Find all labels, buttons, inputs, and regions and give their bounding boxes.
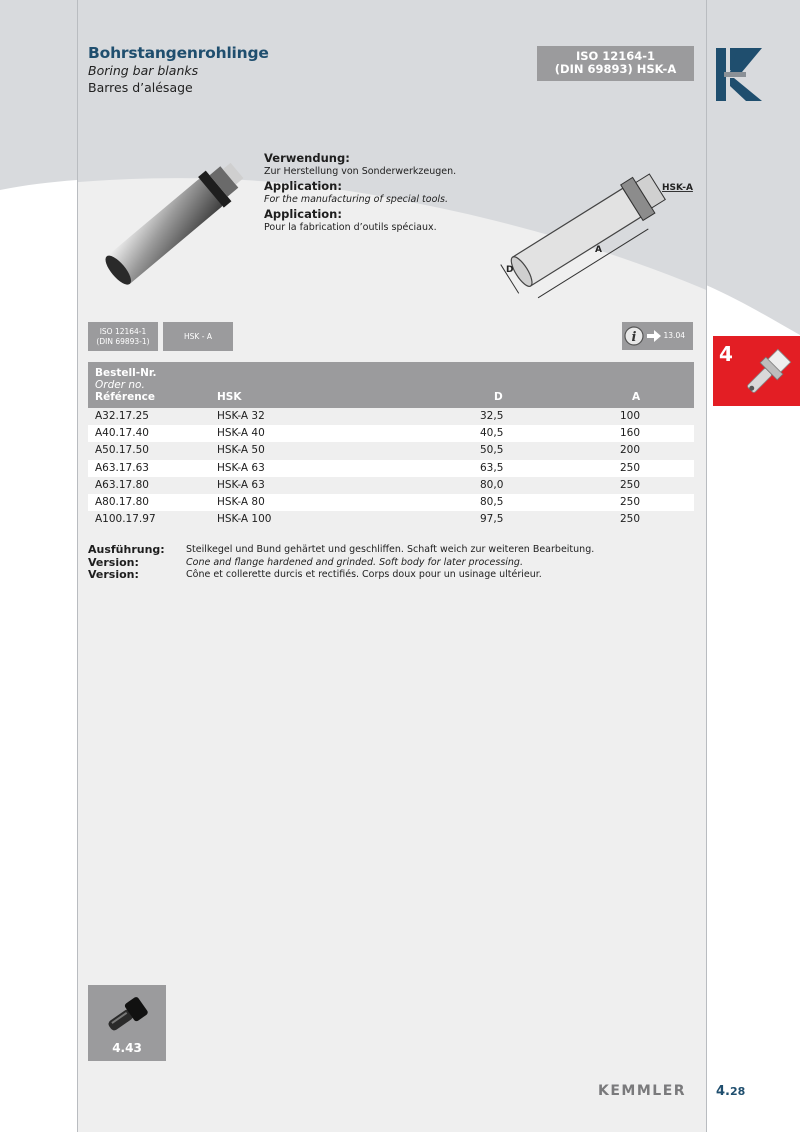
- table-row: [88, 511, 694, 528]
- page-subtitle-fr: Barres d’alésage: [88, 80, 193, 95]
- header-order-de: Bestell-Nr.: [95, 367, 157, 379]
- cell-ref: A63.17.80: [95, 478, 149, 491]
- cell-a: 250: [620, 513, 641, 526]
- cell-d: 50,5: [480, 444, 504, 457]
- application-text-de: Zur Herstellung von Sonderwerkzeugen.: [264, 166, 457, 177]
- cell-hsk: HSK-A 50: [217, 444, 265, 457]
- product-photo: [88, 150, 263, 285]
- cell-hsk: HSK-A 100: [217, 513, 272, 526]
- info-reference-button[interactable]: [622, 322, 693, 350]
- application-label-en: Application:: [264, 179, 342, 193]
- iso-tag-line-1: ISO 12164-1: [99, 326, 147, 336]
- cell-a: 100: [620, 410, 641, 422]
- drawing-label-a: A: [595, 245, 602, 255]
- cell-a: 200: [620, 444, 641, 457]
- drawing-label-hsk: HSK-A: [662, 183, 693, 193]
- page-number-major: 4.: [716, 1084, 730, 1099]
- version-section: [88, 544, 708, 582]
- application-text-fr: Pour la fabrication d’outils spéciaux.: [264, 222, 437, 233]
- standard-line-1: ISO 12164-1: [575, 49, 656, 63]
- version-label-fr: Version:: [88, 568, 139, 581]
- info-page-ref: 13.04: [663, 331, 685, 340]
- cell-d: 80,5: [480, 495, 504, 508]
- cell-d: 63,5: [480, 461, 504, 474]
- page-number-minor: 28: [729, 1085, 746, 1098]
- table-row: [88, 460, 694, 477]
- header-hsk: HSK: [217, 391, 242, 403]
- iso-tag: [88, 322, 158, 351]
- cell-ref: A63.17.63: [95, 461, 149, 474]
- standard-badge: [537, 46, 694, 81]
- left-margin-line: [77, 0, 78, 1132]
- version-text-de: Steilkegel und Bund gehärtet und geschliffen. Schaft weich zur weiteren Bearbeitung.: [186, 544, 595, 555]
- table-row: [88, 442, 694, 459]
- svg-text:i: i: [631, 330, 636, 345]
- cell-ref: A80.17.80: [95, 495, 149, 508]
- cell-ref: A50.17.50: [95, 444, 149, 457]
- application-label-de: Verwendung:: [264, 151, 350, 165]
- header-d: D: [494, 391, 503, 403]
- iso-tag-line-2: (DIN 69893-1): [96, 336, 150, 346]
- hsk-tag: HSK - A: [163, 322, 233, 351]
- cell-ref: A40.17.40: [95, 427, 149, 440]
- cell-d: 32,5: [480, 410, 504, 422]
- cell-hsk: HSK-A 80: [217, 495, 265, 508]
- cell-a: 160: [620, 427, 641, 440]
- page-title: Bohrstangenrohlinge: [88, 44, 269, 62]
- header-order-fr: Référence: [95, 391, 156, 403]
- cell-hsk: HSK-A 63: [217, 478, 265, 491]
- cell-a: 250: [620, 495, 641, 508]
- page-number: [716, 1084, 745, 1099]
- header-order-en: Order no.: [95, 379, 145, 391]
- order-table: [88, 362, 694, 528]
- version-label-en: Version:: [88, 555, 139, 569]
- cell-a: 250: [620, 461, 641, 474]
- standard-line-2: (DIN 69893) HSK-A: [554, 62, 677, 76]
- table-row: [88, 425, 694, 442]
- screw-icon: [100, 993, 154, 1037]
- cell-hsk: HSK-A 63: [217, 461, 265, 474]
- kemmler-k-logo: [716, 48, 762, 101]
- header-a: A: [632, 391, 641, 403]
- cross-reference-box[interactable]: [88, 985, 166, 1061]
- application-text-en: For the manufacturing of special tools.: [264, 194, 448, 205]
- cell-hsk: HSK-A 40: [217, 427, 265, 440]
- technical-drawing: [490, 150, 705, 300]
- drawing-label-d: D: [506, 265, 514, 275]
- cross-reference-page: 4.43: [112, 1041, 142, 1055]
- application-section: [264, 151, 494, 235]
- brand-name: KEMMLER: [598, 1083, 687, 1099]
- application-label-fr: Application:: [264, 207, 342, 221]
- table-row: [88, 408, 694, 425]
- cell-ref: A100.17.97: [95, 513, 156, 526]
- cell-hsk: HSK-A 32: [217, 410, 265, 422]
- version-text-en: Cone and flange hardened and grinded. Soft body for later processing.: [186, 556, 523, 568]
- version-label-de: Ausführung:: [88, 543, 165, 556]
- cell-d: 80,0: [480, 478, 504, 491]
- hsk-holder-icon: [739, 344, 797, 400]
- chapter-number: 4: [719, 342, 733, 366]
- table-row: [88, 494, 694, 511]
- cell-d: 97,5: [480, 513, 504, 526]
- cell-a: 250: [620, 478, 641, 491]
- cell-ref: A32.17.25: [95, 410, 149, 422]
- table-header: [88, 362, 694, 408]
- chapter-tab[interactable]: [713, 336, 800, 406]
- table-row: [88, 477, 694, 494]
- cell-d: 40,5: [480, 427, 504, 440]
- version-text-fr: Cône et collerette durcis et rectifiés. Corps doux pour un usinage ultérieur.: [186, 569, 542, 580]
- info-icon: [624, 326, 644, 346]
- page-subtitle-en: Boring bar blanks: [88, 63, 199, 78]
- arrow-right-icon: [647, 330, 661, 342]
